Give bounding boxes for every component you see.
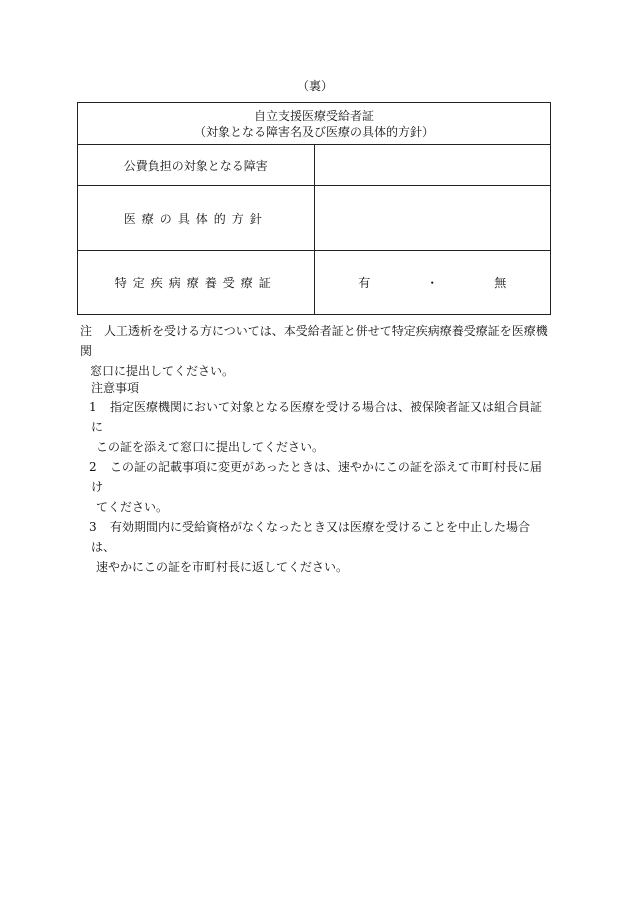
form-title-cell — [78, 103, 551, 145]
dialysis-note — [80, 321, 555, 381]
item-text-cont: 速やかにこの証を市町村長に返してください。 — [96, 560, 349, 574]
item-text: 有効期間内に受給資格がなくなったとき又は医療を受けることを中止した場合は、 — [91, 520, 531, 554]
form-title: 自立支援医療受給者証 — [253, 108, 374, 123]
list-item — [91, 457, 553, 517]
list-item — [91, 517, 553, 577]
cautions-title: 注意事項 — [91, 381, 140, 395]
item-number: 1 — [89, 400, 97, 414]
item-text-cont: てください。 — [96, 500, 169, 514]
table-row — [78, 145, 551, 186]
list-item — [91, 397, 553, 457]
option-separator: ・ — [426, 276, 439, 290]
item-text: この証の記載事項に変更があったときは、速やかにこの証を添えて市町村長に届け — [91, 460, 542, 494]
item-number: 2 — [89, 460, 97, 474]
cautions-list — [91, 397, 553, 577]
note-line: 窓口に提出してください。 — [90, 364, 235, 378]
row-label-medical-policy: 医療の具体的方針 — [78, 186, 315, 251]
page-header: （裏） — [296, 79, 333, 93]
medical-policy-value-cell[interactable] — [314, 186, 551, 251]
item-text-cont: この証を添えて窓口に提出してください。 — [96, 440, 325, 454]
form-subtitle: （対象となる障害名及び医療の具体的方針） — [193, 124, 434, 139]
item-text: 指定医療機関において対象となる医療を受ける場合は、被保険者証又は組合員証に — [91, 400, 543, 434]
row-label-disability: 公費負担の対象となる障害 — [78, 145, 315, 186]
specific-disease-options — [314, 251, 551, 315]
note-line: 注 人工透析を受ける方については、本受給者証と併せて特定疾病療養受療証を医療機関 — [80, 324, 548, 358]
certificate-form-table — [77, 102, 551, 315]
disability-value-cell[interactable] — [314, 145, 551, 186]
option-no[interactable]: 無 — [494, 276, 507, 290]
item-number: 3 — [89, 520, 97, 534]
option-yes[interactable]: 有 — [358, 276, 371, 290]
table-row — [78, 251, 551, 315]
table-row — [78, 186, 551, 251]
row-label-specific-disease: 特定疾病療養受療証 — [78, 251, 315, 315]
